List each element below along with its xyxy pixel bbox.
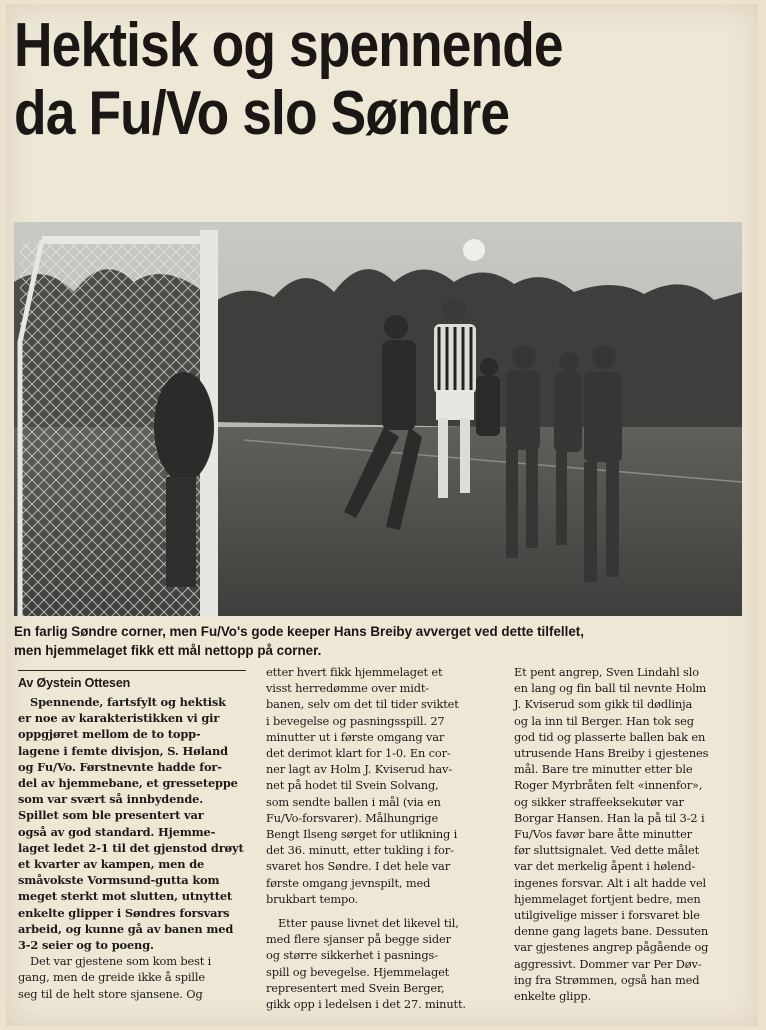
headline-line-1: Hektisk og spennende (14, 11, 563, 80)
col1-line: er noe av karakteristikken vi gir (18, 711, 220, 726)
col1-line: meget sterkt mot slutten, utnyttet (18, 889, 233, 904)
col1-line: småvokste Vormsund-gutta kom (18, 873, 220, 888)
col3-line: Et pent angrep, Sven Lindahl slo (514, 665, 699, 679)
col1-line: lagene i femte divisjon, S. Høland (18, 743, 228, 758)
col2-line: brukbart tempo. (266, 891, 359, 906)
col3-line: en lang og fin ball til nevnte Holm (514, 681, 707, 696)
col3-line: enkelte glipp. (514, 989, 591, 1004)
col1-line: laget ledet 2-1 til det gjenstod drøyt (18, 840, 244, 855)
photo-caption (14, 622, 754, 660)
article-column-2 (266, 664, 506, 1012)
col2-line: svaret hos Søndre. I det hele var (266, 859, 450, 874)
col3-line: og la inn til Berger. Han tok seg (514, 713, 694, 728)
col2-line: som sendte ballen i mål (via en (266, 794, 441, 809)
col2-line: i bevegelse og pasningsspill. 27 (266, 713, 445, 728)
col3-line: J. Kviserud som gikk til dødlinja (514, 697, 693, 712)
col2-line: ner lagt av Holm J. Kviserud hav- (266, 762, 453, 777)
col2-line: det derimot klart for 1-0. En cor- (266, 746, 451, 761)
col2-line: net på hodet til Svein Solvang, (266, 778, 439, 793)
col2-line: minutter ut i første omgang var (266, 729, 445, 744)
byline: Av Øystein Ottesen (18, 676, 131, 690)
col2-line: representert med Svein Berger, (266, 980, 445, 995)
col2-line: med flere sjanser på begge sider (266, 932, 451, 947)
match-photo-illustration (14, 222, 742, 616)
col1-line: også av god standard. Hjemme- (18, 824, 216, 839)
col1-line: arbeid, og kunne gå av banen med (18, 921, 234, 936)
match-photo (14, 222, 742, 616)
col2-line: Fu/Vo-forsvarer). Målhungrige (266, 810, 439, 825)
col3-line: var gjestenes angrep pågående og (514, 940, 709, 955)
col1-line: Spennende, fartsfylt og hektisk (30, 695, 226, 709)
col1-line: 3-2 seier og to poeng. (18, 938, 154, 953)
col2-line: Etter pause livnet det likevel til, (278, 916, 459, 931)
col3-line: før sluttsignalet. Ved dette målet (514, 843, 700, 858)
col1-line: del av hjemmebane, et gresseteppe (18, 776, 238, 791)
col2-line: Bengt Ilseng sørget for utlikning i (266, 827, 458, 842)
col2-line: etter hvert fikk hjemmelaget et (266, 665, 443, 679)
col3-line: Borgar Hansen. Han la på til 3-2 i (514, 810, 705, 825)
col3-line: ing fra Strømmen, også han med (514, 972, 700, 987)
col1-line: som var svært så innbydende. (18, 792, 204, 807)
col1-line: seg til de helt store sjansene. Og (18, 986, 203, 1001)
col3-line: og sikker straffeeksekutør var (514, 794, 684, 809)
col1-line: et kvarter av kampen, men de (18, 857, 205, 872)
col1-line: og Fu/Vo. Førstnevnte hadde for- (18, 759, 222, 774)
caption-line-2: men hjemmelaget fikk ett mål nettopp på corner. (14, 643, 322, 658)
col3-line: god tid og plasserte ballen bak en (514, 729, 706, 744)
col3-line: ingenes forsvar. Alt i alt hadde vel (514, 875, 707, 890)
col3-line: utrusende Hans Breiby i gjestenes (514, 746, 709, 761)
paragraph-gap (266, 907, 506, 915)
col3-line: utilgivelige misser i forsvaret ble (514, 908, 700, 923)
col3-line: aggressivt. Dommer var Per Døv- (514, 956, 702, 971)
col3-line: denne gang lagets bane. Dessuten (514, 924, 709, 939)
col3-line: var det merkelig åpent i hølend- (514, 859, 696, 874)
col1-line: oppgjøret mellom de to topp- (18, 727, 201, 742)
caption-line-1: En farlig Søndre corner, men Fu/Vo's gode keeper Hans Breiby avverget ved dette tilfellet, (14, 624, 584, 639)
col1-line: Det var gjestene som kom best i (30, 954, 212, 969)
col2-line: og større sikkerhet i pasnings- (266, 948, 438, 963)
headline-line-2: da Fu/Vo slo Søndre (14, 79, 510, 148)
article-column-3 (514, 664, 756, 1004)
col3-line: Fu/Vos favør bare åtte minutter (514, 827, 692, 842)
headline (14, 12, 650, 148)
col1-line: enkelte glipper i Søndres forsvars (18, 905, 230, 920)
col3-line: hjemmelaget fortjent bedre, men (514, 891, 701, 906)
col2-line: visst herredømme over midt- (266, 681, 429, 696)
article-column-1 (18, 660, 258, 1002)
col2-line: banen, selv om det til tider sviktet (266, 697, 459, 712)
col3-line: mål. Bare tre minutter etter ble (514, 762, 693, 777)
col2-line: spill og bevegelse. Hjemmelaget (266, 964, 450, 979)
col1-line: gang, men de greide ikke å spille (18, 970, 205, 985)
col2-line: det 36. minutt, etter tukling i for- (266, 843, 454, 858)
col2-line: gikk opp i ledelsen i det 27. minutt. (266, 997, 466, 1012)
col1-line: Spillet som ble presentert var (18, 808, 204, 823)
col2-line: første omgang jevnspilt, med (266, 875, 431, 890)
col3-line: Roger Myrbråten felt «innenfor», (514, 778, 703, 793)
